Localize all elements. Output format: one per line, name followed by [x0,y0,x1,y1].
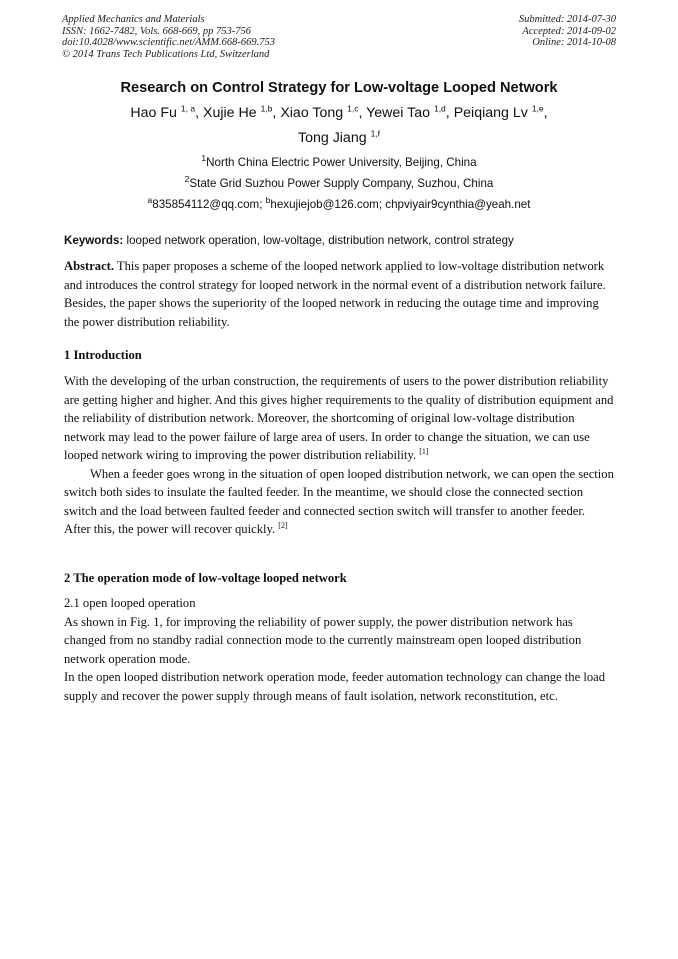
dates-info [519,14,616,49]
author: Xujie He $^{1,b}$ [202,103,273,121]
paragraph: As shown in Fig. 1, for improving the reliability of power supply, the power distribution network has changed from no standby radial connection mode to the currently mainstream open looped distribution network operation mode. [64,614,582,666]
paragraph: In the open looped distribution network operation mode, feeder automation technology can change the load supply and recover the power supply through means of fault isolation, network reconstitution, etc. [64,670,606,703]
citation: [1] [419,446,429,456]
abstract-text: This paper proposes a scheme of the looped network applied to low-voltage distribution network and introduces the control strategy for looped network in the normal event of a distribution network failure. Besides, the paper shows the superiority of the looped network in reducing the outage time and improving the power distribution reliability. [64,259,606,329]
accepted-date: Accepted: 2014-09-02 [522,25,616,37]
journal-info [62,14,275,60]
affiliation-1: $^1$North China Electric Power University, Beijing, China [201,153,477,169]
affiliation-2: $^2$State Grid Suzhou Power Supply Company, Suzhou, China [184,174,494,190]
section-heading-introduction: 1 Introduction [64,348,142,362]
paper-title: Research on Control Strategy for Low-voltage Looped Network [120,80,558,96]
abstract-label: Abstract. [64,259,115,273]
online-date: Online: 2014-10-08 [532,37,616,48]
citation: [2] [278,520,288,530]
author-emails: $^a$835854112@qq.com; $^b$hexujiejob@126.com; chpviyair9cynthia@yeah.net [147,195,531,211]
paragraph: With the developing of the urban construction, the requirements of users to the power distribution reliability are getting higher and higher. And this gives higher requirements to the quality of distribution equipment and the reliability of distribution network. Moreover, the shortcoming of original low-voltage distribution network may lead to the power failure of large area of users. In order to change the situation, we can use looped network wiring to improving the power distribution reliability. [1] [64,374,614,462]
journal-name: Applied Mechanics and Materials [62,14,205,25]
doi-line: doi:10.4028/www.scientific.net/AMM.668-669.753 [62,37,275,48]
author: Xiao Tong $^{1,c}$ [280,103,359,121]
author: Hao Fu $^{1, a}$ [130,103,196,121]
abstract [64,257,614,331]
keywords-label: Keywords: [64,234,124,247]
introduction-body [64,372,614,539]
author-list: Hao Fu $^{1, a}$, Xujie He $^{1,b}$, Xiao Tong $^{1,c}$, Yewei Tao $^{1,d}$, Peiqiang Lv $^{1,e}$, Tong Jiang $^{1,f}$ [130,103,548,146]
author: Tong Jiang $^{1,f}$ [297,128,381,146]
submitted-date: Submitted: 2014-07-30 [518,14,616,25]
operation-mode-body [64,594,614,705]
keywords [64,234,514,247]
author: Yewei Tao $^{1,d}$ [366,103,446,121]
issn-line: ISSN: 1662-7482, Vols. 668-669, pp 753-756 [62,25,251,37]
subsection-heading: 2.1 open looped operation [64,596,196,610]
paragraph: When a feeder goes wrong in the situation of open looped distribution network, we can open the section switch both sides to insulate the faulted feeder. In the meantime, we should close the connected section switch and the load between faulted feeder and connected section switch will transfer to another feeder. After this, the power will recover quickly. [2] [64,466,614,536]
copyright-line: © 2014 Trans Tech Publications Ltd, Switzerland [62,48,270,60]
section-heading-operation-mode: 2 The operation mode of low-voltage looped network [64,571,347,585]
keywords-text: looped network operation, low-voltage, distribution network, control strategy [123,234,514,247]
author: Peiqiang Lv $^{1,e}$ [453,103,544,121]
